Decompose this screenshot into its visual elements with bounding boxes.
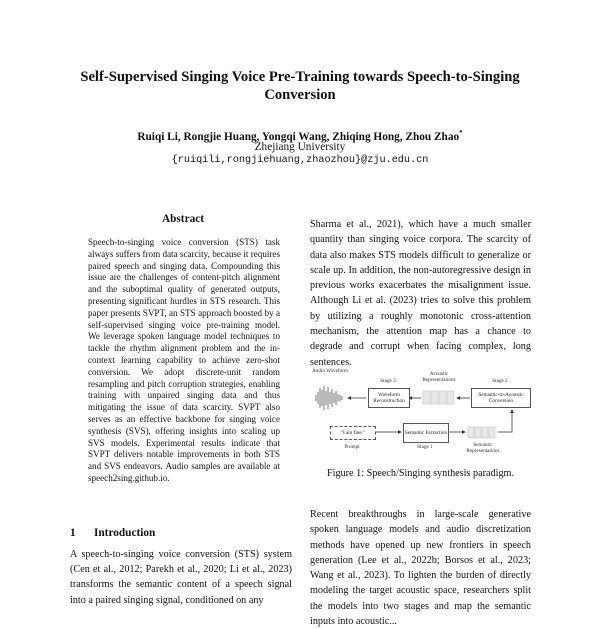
section-heading-introduction [70,527,155,539]
stage1-label: Stage 1 [417,444,433,450]
stage2-label: Stage 2 [492,378,508,384]
semantic-token-icons [468,427,495,438]
paper-title [60,68,540,104]
acoustic-representations-label: Acoustic Representations [422,371,456,383]
waveform-reconstruction-box: Waveform Reconstruction [368,388,410,408]
author-email: {ruiqili,rongjiehuang,zhaozhou}@zju.edu.cn [171,155,429,166]
acoustic-token-icons [423,391,454,404]
title-line-1: Self-Supervised Singing Voice Pre-Training towards Speech-to-Singing [80,69,520,85]
figure-1-diagram [308,368,532,460]
right-column-paragraph-2: Recent breakthroughs in large-scale generative spoken language models and audio discretization methods have opened up new frontiers in speech generation (Lee et al., 2022b; Borsos et al., 2023; Wang et al., 2023). To lighten the burden of directly modeling the target acoustic space, researchers split the models into two stages and map the semantic inputs into acoustic... [310,509,531,628]
author-names: Ruiqi Li, Rongjie Huang, Yongqi Wang, Zhiqing Hong, Zhou Zhao [137,130,460,143]
author-footnote-mark: * [459,129,463,137]
stage3-label: Stage 3 [380,378,396,384]
semantic-extraction-box: Semantic Extraction [403,423,449,443]
audio-waveform-label: Audio Waveform [312,368,348,374]
prompt-text-box: "I am fine." [330,426,376,440]
waveform-icon [316,386,342,410]
semantic-representations-label: Semantic Representations [466,442,500,454]
figure-1-caption: Figure 1: Speech/Singing synthesis paradigm. [326,468,515,479]
section-number: 1 [70,527,76,539]
affiliation: Zhejiang University [254,141,346,153]
abstract-heading: Abstract [161,213,205,225]
prompt-label: Prompt [344,444,360,450]
section-title: Introduction [94,527,156,539]
introduction-text: A speech-to-singing voice conversion (STS) system (Cen et al., 2012; Parekh et al., 2020; Li et al., 2023) transforms the semantic content of a speech signal into a paired singing signal, conditioned on any [70,549,292,606]
title-line-2: Conversion [264,87,336,103]
semantic-to-acoustic-box: Semantic-to-Acoustic Conversion [471,388,531,408]
abstract-text: Speech-to-singing voice conversion (STS) task always suffers from data scarcity, because it requires paired speech and singing data. Compounding this issue are the challenges of content-pitch alignment and the suboptimal quality of generated outputs, presenting significant hurdles in STS research. This paper presents SVPT, an STS approach boosted by a self-supervised singing voice pre-training model. We leverage spoken language model techniques to tackle the rhythm alignment problem and the in-context learning capability to achieve zero-shot conversion. We adopt discrete-unit random resampling and pitch corruption strategies, enabling training with unpaired singing data and thus mitigating the issue of data scarcity. SVPT also serves as an effective backbone for singing voice synthesis (SVS), offering insights into scaling up SVS models. Experimental results indicate that SVPT delivers notable improvements in both STS and SVS endeavors. Audio samples are available at speech2sing.github.io. [88,237,280,483]
right-column-paragraph-1: Sharma et al., 2021), which have a much smaller quantity than singing voice corpora. The scarcity of data also makes STS models difficult to generalize or scale up. In addition, the non-autoregressive design in previous works exacerbates the misalignment issue. Although Li et al. (2023) tries to solve this problem by utilizing a roughly monotonic cross-attention mechanism, the attention map has a chance to degrade and corrupt when facing complex, long sentences. [310,219,531,368]
